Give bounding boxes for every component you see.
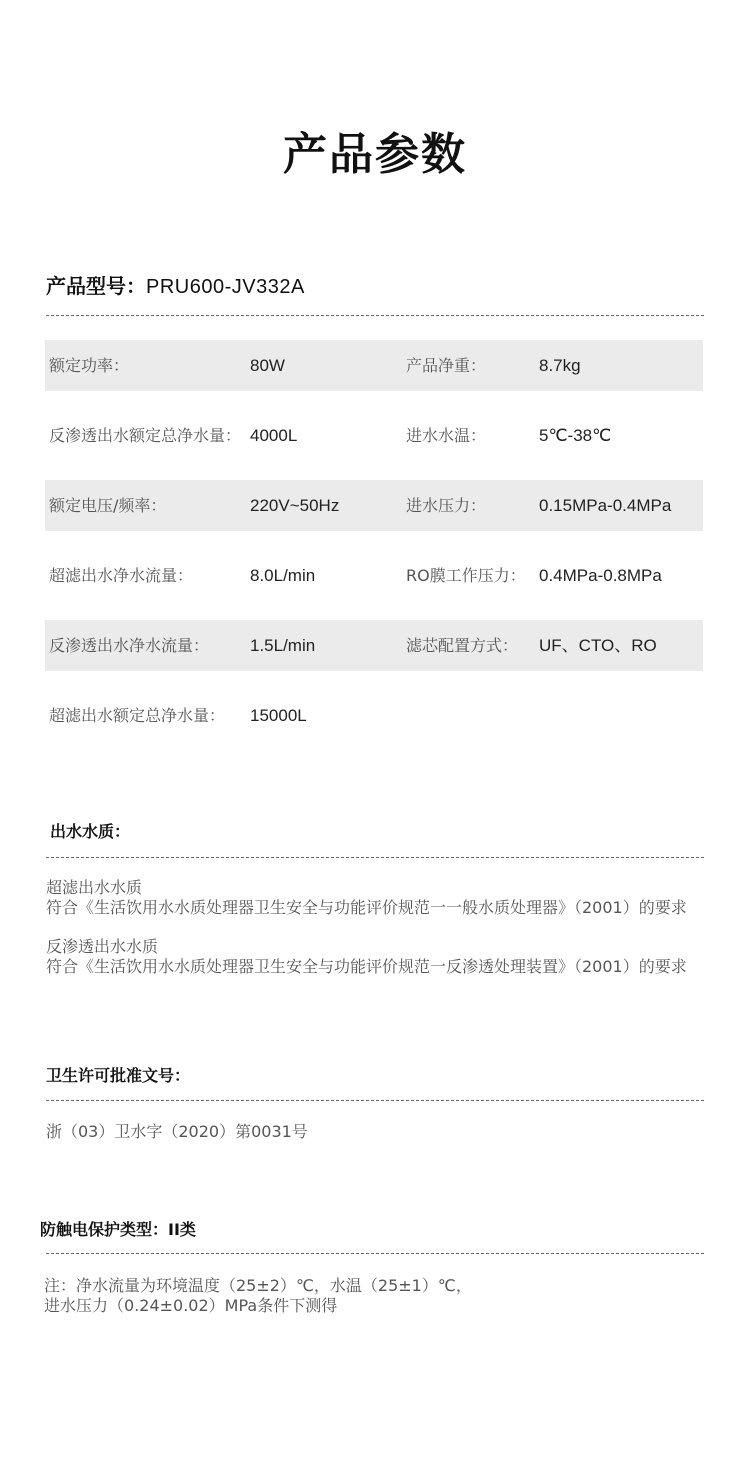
spec-label: 反渗透出水额定总净水量： [49, 426, 242, 445]
spec-label: 进水水温： [406, 426, 487, 445]
model-label: 产品型号： [46, 274, 146, 298]
page-title: 产品参数 [283, 129, 467, 180]
spec-row [45, 410, 703, 461]
spec-value: 1.5L/min [250, 636, 316, 655]
spec-label: RO膜工作压力： [406, 566, 526, 585]
spec-row [45, 340, 703, 391]
spec-label: 额定电压/频率： [49, 496, 167, 515]
water-quality-title: 反渗透出水水质 [46, 937, 159, 956]
spec-value: 80W [250, 356, 285, 375]
spec-row [45, 620, 703, 671]
model-line [46, 270, 305, 299]
divider [46, 1100, 704, 1101]
license-heading: 卫生许可批准文号： [46, 1066, 191, 1085]
spec-row [45, 550, 703, 601]
spec-label: 产品净重： [406, 356, 487, 375]
spec-value: 8.0L/min [250, 566, 316, 585]
spec-label: 额定功率： [49, 356, 130, 375]
model-value: PRU600-JV332A [146, 276, 305, 298]
spec-value: 5℃-38℃ [539, 426, 612, 445]
water-quality-text: 符合《生活饮用水水质处理器卫生安全与功能评价规范一反渗透处理装置》（2001）的要求 [46, 957, 687, 976]
water-quality-text: 符合《生活饮用水水质处理器卫生安全与功能评价规范一一般水质处理器》（2001）的要求 [46, 898, 687, 917]
spec-value: 8.7kg [539, 356, 581, 375]
spec-value: 0.15MPa-0.4MPa [539, 496, 672, 515]
spec-value: 15000L [250, 706, 307, 725]
spec-row [45, 480, 703, 531]
spec-label: 进水压力： [406, 496, 487, 515]
protection-heading: 防触电保护类型：II类 [40, 1220, 196, 1239]
water-quality-heading: 出水水质： [50, 822, 131, 841]
note-line: 注：净水流量为环境温度（25±2）℃，水温（25±1）℃， [44, 1276, 472, 1295]
divider [46, 315, 704, 316]
license-number: 浙（03）卫水字（2020）第0031号 [46, 1122, 308, 1141]
water-quality-title: 超滤出水水质 [46, 878, 143, 897]
spec-value: 4000L [250, 426, 298, 445]
spec-table [45, 340, 703, 760]
spec-label: 滤芯配置方式： [406, 636, 519, 655]
note-line: 进水压力（0.24±0.02）MPa条件下测得 [44, 1296, 338, 1315]
spec-row [45, 690, 703, 741]
spec-value: UF、CTO、RO [539, 636, 657, 655]
divider [46, 1253, 704, 1254]
spec-label: 反渗透出水净水流量： [49, 636, 210, 655]
spec-value: 220V~50Hz [250, 496, 340, 515]
spec-value: 0.4MPa-0.8MPa [539, 566, 662, 585]
spec-label: 超滤出水额定总净水量： [49, 706, 226, 725]
divider [46, 857, 704, 858]
spec-label: 超滤出水净水流量： [49, 566, 194, 585]
